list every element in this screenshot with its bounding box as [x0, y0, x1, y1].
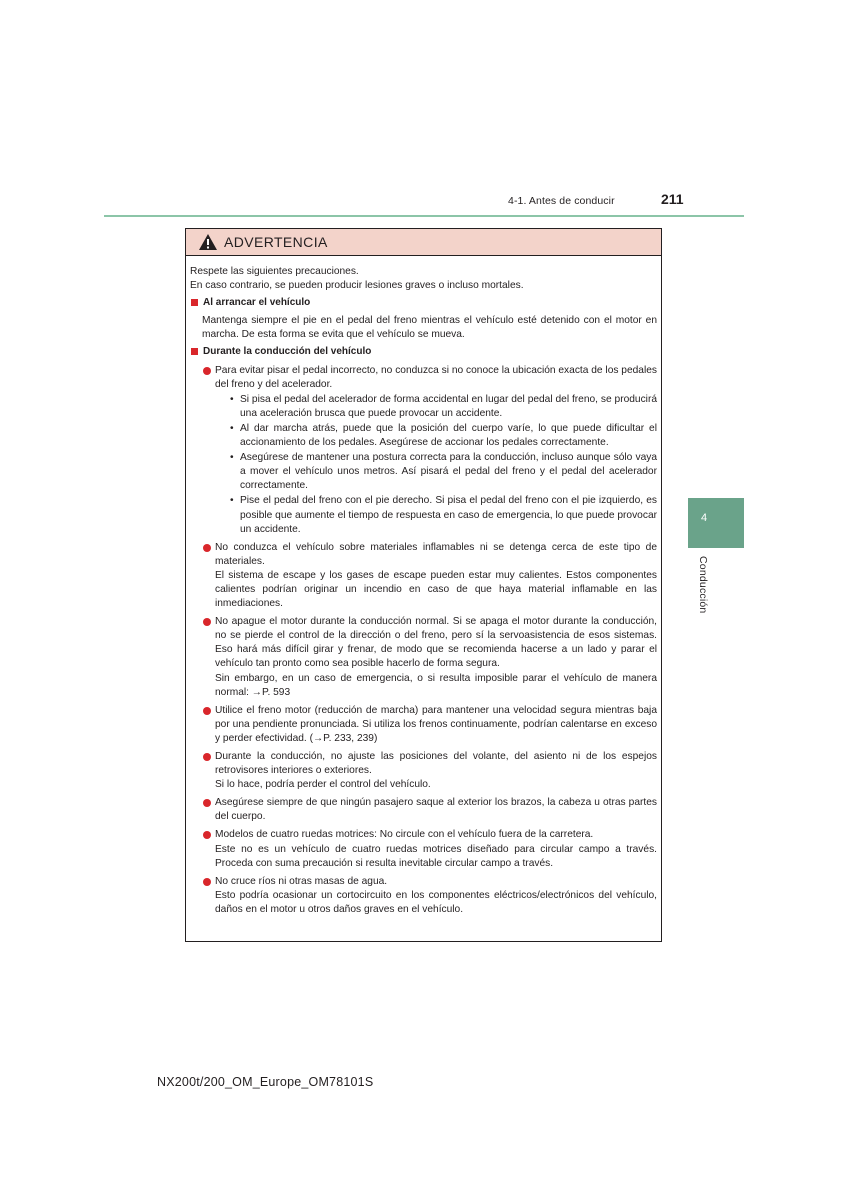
sub-list-item	[228, 494, 657, 536]
warning-triangle-icon	[198, 233, 218, 251]
footer-document-code: NX200t/200_OM_Europe_OM78101S	[157, 1075, 374, 1089]
section-heading-driving-label: Durante la conducción del vehículo	[203, 346, 372, 358]
list-item-text: Asegúrese siempre de que ningún pasajero saque al exterior los brazos, la cabeza u otras partes del cuerpo.	[215, 797, 657, 823]
chapter-label: Conducción	[697, 556, 709, 614]
list-item	[202, 750, 657, 792]
list-item	[202, 364, 657, 537]
sub-bullet-icon: •	[230, 393, 234, 405]
warning-title: ADVERTENCIA	[224, 234, 328, 250]
page-number: 211	[661, 191, 684, 207]
list-item-text: Utilice el freno motor (reducción de marcha) para mantener una velocidad segura mientras baja por una pendiente pronunciada. Si utiliza los frenos continuamente, podrían calentarse en exceso y perder efectividad. (→P. 233, 239)	[215, 704, 657, 744]
warning-box	[185, 228, 662, 942]
warning-intro-line-2: En caso contrario, se pueden producir lesiones graves o incluso mortales.	[190, 280, 524, 292]
list-item-text: Modelos de cuatro ruedas motrices: No circule con el vehículo fuera de la carretera.	[215, 829, 594, 841]
chapter-number: 4	[700, 512, 708, 524]
list-item	[202, 796, 657, 824]
sub-list-item-text: Al dar marcha atrás, puede que la posición del cuerpo varíe, lo que puede dificultar el accionamiento de los pedales. Asegúrese de accionar los pedales correctamente.	[240, 422, 657, 449]
round-bullet-icon	[203, 799, 211, 807]
round-bullet-icon	[203, 707, 211, 715]
sub-bullet-icon: •	[230, 452, 234, 464]
round-bullet-icon	[203, 618, 211, 626]
section-heading-start	[190, 296, 657, 310]
list-item-text: Para evitar pisar el pedal incorrecto, no conduzca si no conoce la ubicación exacta de los pedales del freno y del acelerador.	[215, 364, 657, 390]
sub-bullet-icon: •	[230, 422, 234, 434]
list-item	[202, 704, 657, 746]
list-item	[202, 541, 657, 611]
round-bullet-icon	[203, 753, 211, 761]
list-item	[202, 875, 657, 917]
list-item	[202, 828, 657, 870]
sub-list	[228, 393, 657, 537]
sub-list-item-text: Asegúrese de mantener una postura correcta para la conducción, incluso aunque sólo vaya a mover el vehículo unos metros. Así pisará el pedal del freno y el pedal del acelerador correctamente.	[240, 452, 657, 492]
list-item-text: Durante la conducción, no ajuste las posiciones del volante, del asiento ni de los espejos retrovisores interiores o exteriores.	[215, 751, 657, 777]
warning-header	[186, 229, 661, 256]
round-bullet-icon	[203, 878, 211, 886]
list-item-continuation: Este no es un vehículo de cuatro ruedas motrices diseñado para circular campo a través. Proceda con suma precaución si resulta inevitable circular campo a través.	[215, 843, 657, 869]
section-start-text: Mantenga siempre el pie en el pedal del freno mientras el vehículo esté detenido con el motor en marcha. De esta forma se evita que el vehículo se mueva.	[202, 315, 657, 341]
square-bullet-icon	[191, 299, 198, 306]
sub-list-item	[228, 422, 657, 450]
round-bullet-icon	[203, 367, 211, 375]
list-item-text: No apague el motor durante la conducción normal. Si se apaga el motor durante la conducción, no se pierde el control de la dirección o del freno, pero sí la servoasistencia de esos sistemas. Eso hará más difícil girar y frenar, de modo que se recomienda hacerse a un lado y parar el vehículo tan pronto como sea posible hacerlo de forma segura.	[215, 616, 657, 670]
header-rule	[104, 215, 744, 217]
warning-body	[190, 265, 657, 917]
section-heading-start-label: Al arrancar el vehículo	[203, 297, 311, 309]
header-section-title: 4-1. Antes de conducir	[508, 195, 615, 207]
list-item	[202, 615, 657, 700]
warning-intro-line-1: Respete las siguientes precauciones.	[190, 266, 359, 277]
list-item-text: No cruce ríos ni otras masas de agua.	[215, 875, 388, 887]
list-item-continuation: Sin embargo, en un caso de emergencia, o si resulta imposible parar el vehículo de manera normal: →P. 593	[215, 672, 657, 698]
sub-bullet-icon: •	[230, 495, 234, 507]
list-item-continuation: El sistema de escape y los gases de escape pueden estar muy calientes. Estos componentes calientes podrían originar un incendio en caso de que haya material inflamable en las inmediaciones.	[215, 569, 657, 610]
round-bullet-icon	[203, 831, 211, 839]
sub-list-item-text: Pise el pedal del freno con el pie derecho. Si pisa el pedal del freno con el pie izquierdo, es posible que aumente el tiempo de respuesta en caso de emergencia, lo que puede provocar un accidente.	[240, 495, 657, 535]
driving-bullet-list	[202, 364, 657, 917]
square-bullet-icon	[191, 348, 198, 355]
list-item-continuation: Esto podría ocasionar un cortocircuito en los componentes eléctricos/electrónicos del vehículo, daños en el motor u otros daños graves en el vehículo.	[215, 889, 657, 915]
round-bullet-icon	[203, 544, 211, 552]
chapter-side-tab	[688, 498, 744, 548]
section-heading-driving	[190, 345, 657, 359]
sub-list-item	[228, 451, 657, 493]
sub-list-item-text: Si pisa el pedal del acelerador de forma accidental en lugar del pedal del freno, se producirá una aceleración brusca que puede provocar un accidente.	[240, 393, 657, 419]
list-item-text: No conduzca el vehículo sobre materiales inflamables ni se detenga cerca de este tipo de materiales.	[215, 541, 657, 567]
list-item-continuation: Si lo hace, podría perder el control del vehículo.	[215, 779, 431, 791]
sub-list-item	[228, 393, 657, 421]
